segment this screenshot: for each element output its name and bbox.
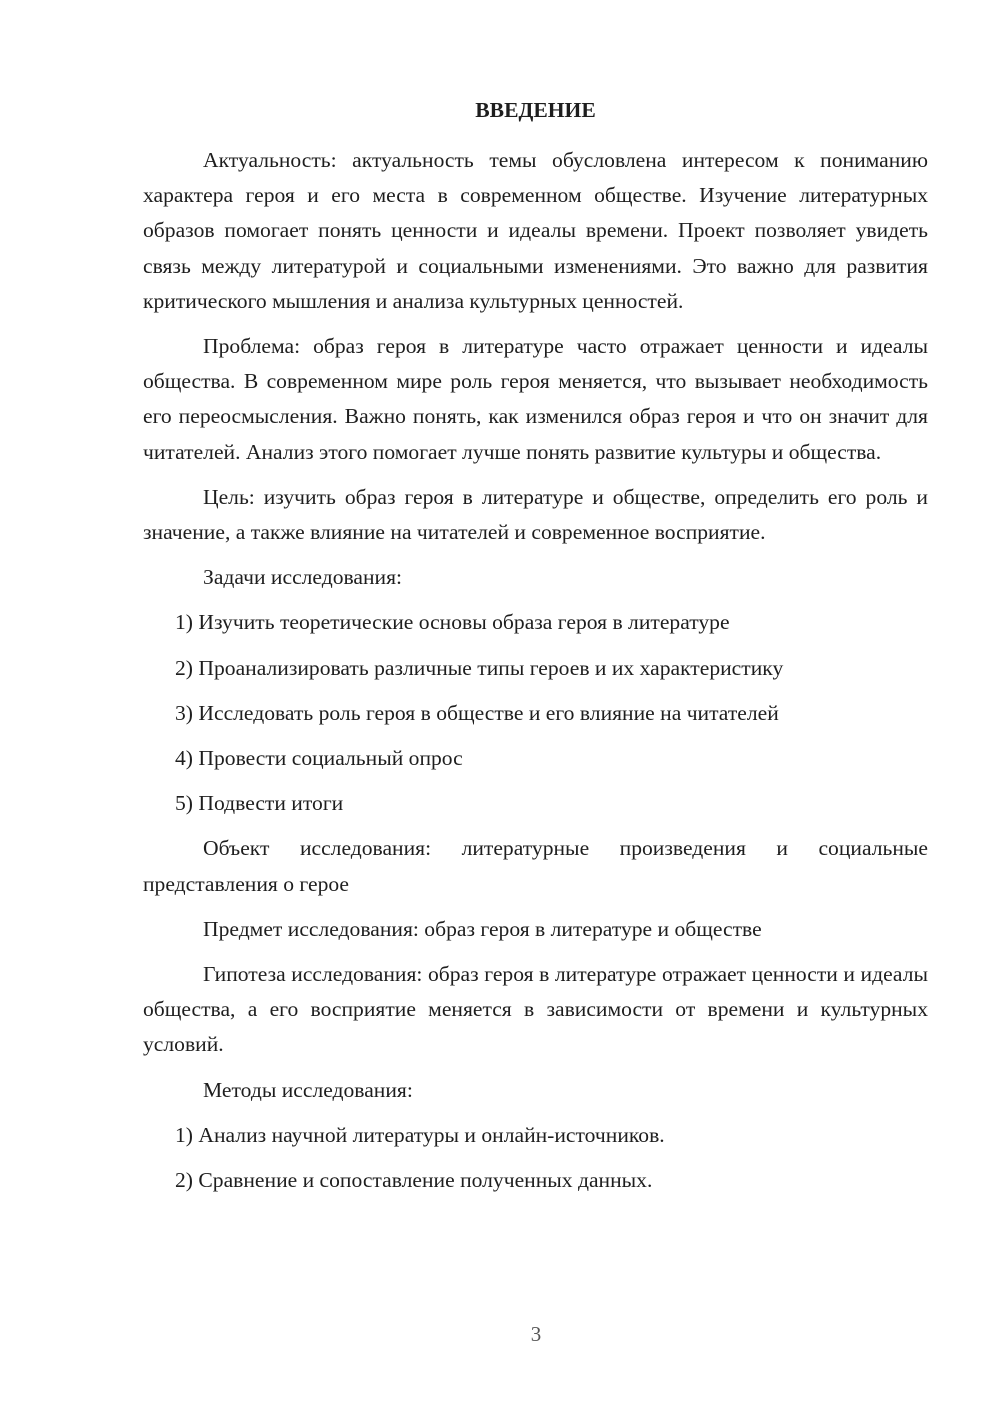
list-item: 4) Провести социальный опрос xyxy=(175,746,463,771)
subject-paragraph: Предмет исследования: образ героя в литературе и обществе xyxy=(203,916,762,941)
methods-heading: Методы исследования: xyxy=(203,1077,413,1102)
list-item: 2) Проанализировать различные типы героев и их характеристику xyxy=(175,655,784,680)
section-title: ВВЕДЕНИЕ xyxy=(475,98,596,122)
problem-paragraph: Проблема: образ героя в литературе часто отражает ценности и идеалы общества. В современном мире роль героя меняется, что вызывает необходимость его переосмысления. Важно понять, как изменился образ героя и что он значит для читателей. Анализ этого помогает лучше понять развитие культуры и общества. xyxy=(143,334,928,464)
methods-list xyxy=(143,1118,928,1198)
tasks-list xyxy=(143,605,928,821)
page-number: 3 xyxy=(530,1322,542,1346)
list-item: 3) Исследовать роль героя в обществе и его влияние на читателей xyxy=(175,700,779,725)
list-item: 5) Подвести итоги xyxy=(175,791,344,816)
object-paragraph: Объект исследования: литературные произведения и социальные представления о герое xyxy=(143,836,928,896)
goal-paragraph: Цель: изучить образ героя в литературе и обществе, определить его роль и значение, а также влияние на читателей и современное восприятие. xyxy=(143,484,928,545)
document-page xyxy=(143,95,928,1208)
relevance-paragraph: Актуальность: актуальность темы обусловлена интересом к пониманию характера героя и его места в современном обществе. Изучение литературных образов помогает понять ценности и идеалы времени. Проект позволяет увидеть связь между литературой и социальными изменениями. Это важно для развития критического мышления и анализа культурных ценностей. xyxy=(143,148,928,313)
hypothesis-paragraph: Гипотеза исследования: образ героя в литературе отражает ценности и идеалы общества, а его восприятие меняется в зависимости от времени и культурных условий. xyxy=(143,962,928,1057)
list-item: 2) Сравнение и сопоставление полученных данных. xyxy=(175,1168,653,1193)
list-item: 1) Изучить теоретические основы образа героя в литературе xyxy=(175,610,730,635)
list-item: 1) Анализ научной литературы и онлайн-источников. xyxy=(175,1122,665,1147)
tasks-heading: Задачи исследования: xyxy=(203,565,403,590)
